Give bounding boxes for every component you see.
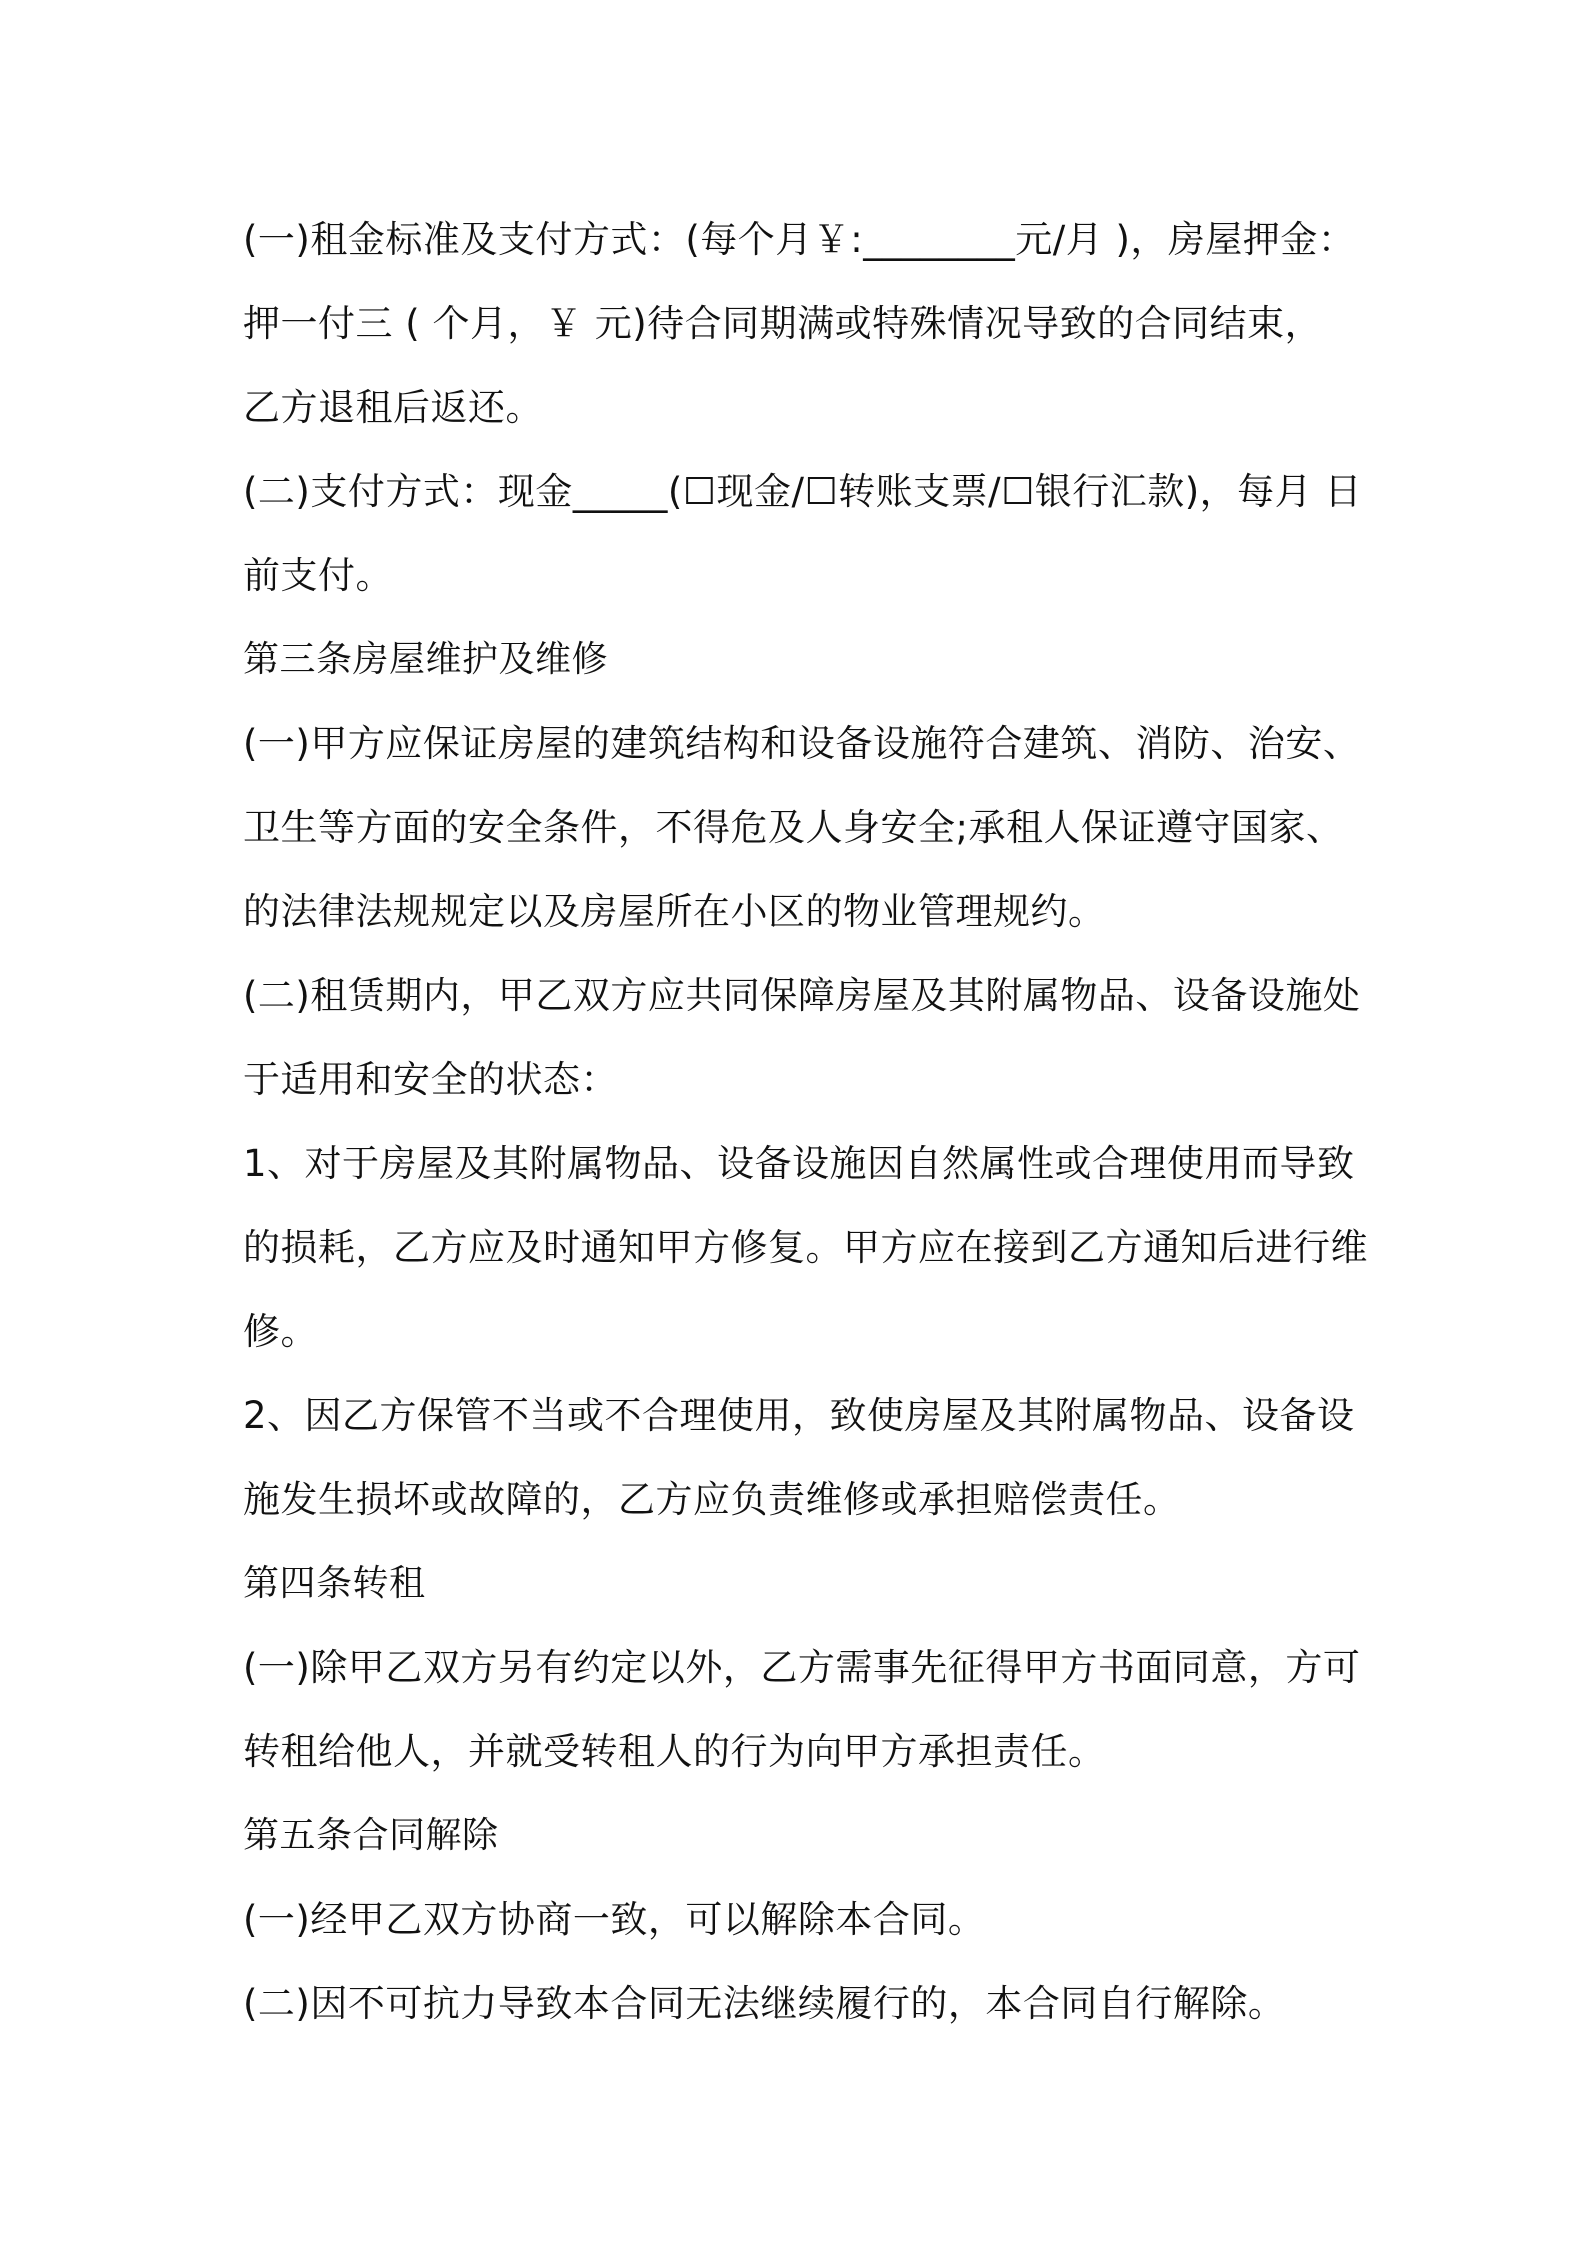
text-line: 2、因乙方保管不当或不合理使用，致使房屋及其附属物品、设备设 <box>243 1394 1355 1437</box>
text-line: (二)因不可抗力导致本合同无法继续履行的，本合同自行解除。 <box>243 1982 1286 2025</box>
text-line: 前支付。 <box>243 554 393 597</box>
text-line: (二)支付方式：现金_____(☐现金/☐转账支票/☐银行汇款)，每月 日 <box>243 470 1362 513</box>
text-line: 押一付三 ( 个月，￥ 元)待合同期满或特殊情况导致的合同结束， <box>243 302 1323 345</box>
text-line: 1、对于房屋及其附属物品、设备设施因自然属性或合理使用而导致 <box>243 1142 1355 1185</box>
text-line: 于适用和安全的状态： <box>243 1058 618 1101</box>
text-line: 修。 <box>243 1310 318 1353</box>
text-line: (二)租赁期内，甲乙双方应共同保障房屋及其附属物品、设备设施处 <box>243 974 1361 1017</box>
text-line: (一)除甲乙双方另有约定以外，乙方需事先征得甲方书面同意，方可 <box>243 1646 1361 1689</box>
text-line: (一)经甲乙双方协商一致，可以解除本合同。 <box>243 1898 986 1941</box>
text-line: 乙方退租后返还。 <box>243 386 543 429</box>
section-heading: 第四条转租 <box>243 1563 426 1604</box>
text-line: 转租给他人，并就受转租人的行为向甲方承担责任。 <box>243 1730 1106 1773</box>
text-line: (一)租金标准及支付方式：(每个月￥:________元/月 )，房屋押金： <box>243 218 1356 261</box>
text-line: 施发生损坏或故障的，乙方应负责维修或承担赔偿责任。 <box>243 1478 1181 1521</box>
text-line: 的损耗，乙方应及时通知甲方修复。甲方应在接到乙方通知后进行维 <box>243 1226 1368 1269</box>
text-line: (一)甲方应保证房屋的建筑结构和设备设施符合建筑、消防、治安、 <box>243 722 1361 765</box>
section-heading: 第三条房屋维护及维修 <box>243 639 609 680</box>
section-heading: 第五条合同解除 <box>243 1815 499 1856</box>
document-body <box>243 198 1368 2046</box>
text-line: 的法律法规规定以及房屋所在小区的物业管理规约。 <box>243 890 1106 933</box>
text-line: 卫生等方面的安全条件，不得危及人身安全;承租人保证遵守国家、 <box>243 806 1344 849</box>
